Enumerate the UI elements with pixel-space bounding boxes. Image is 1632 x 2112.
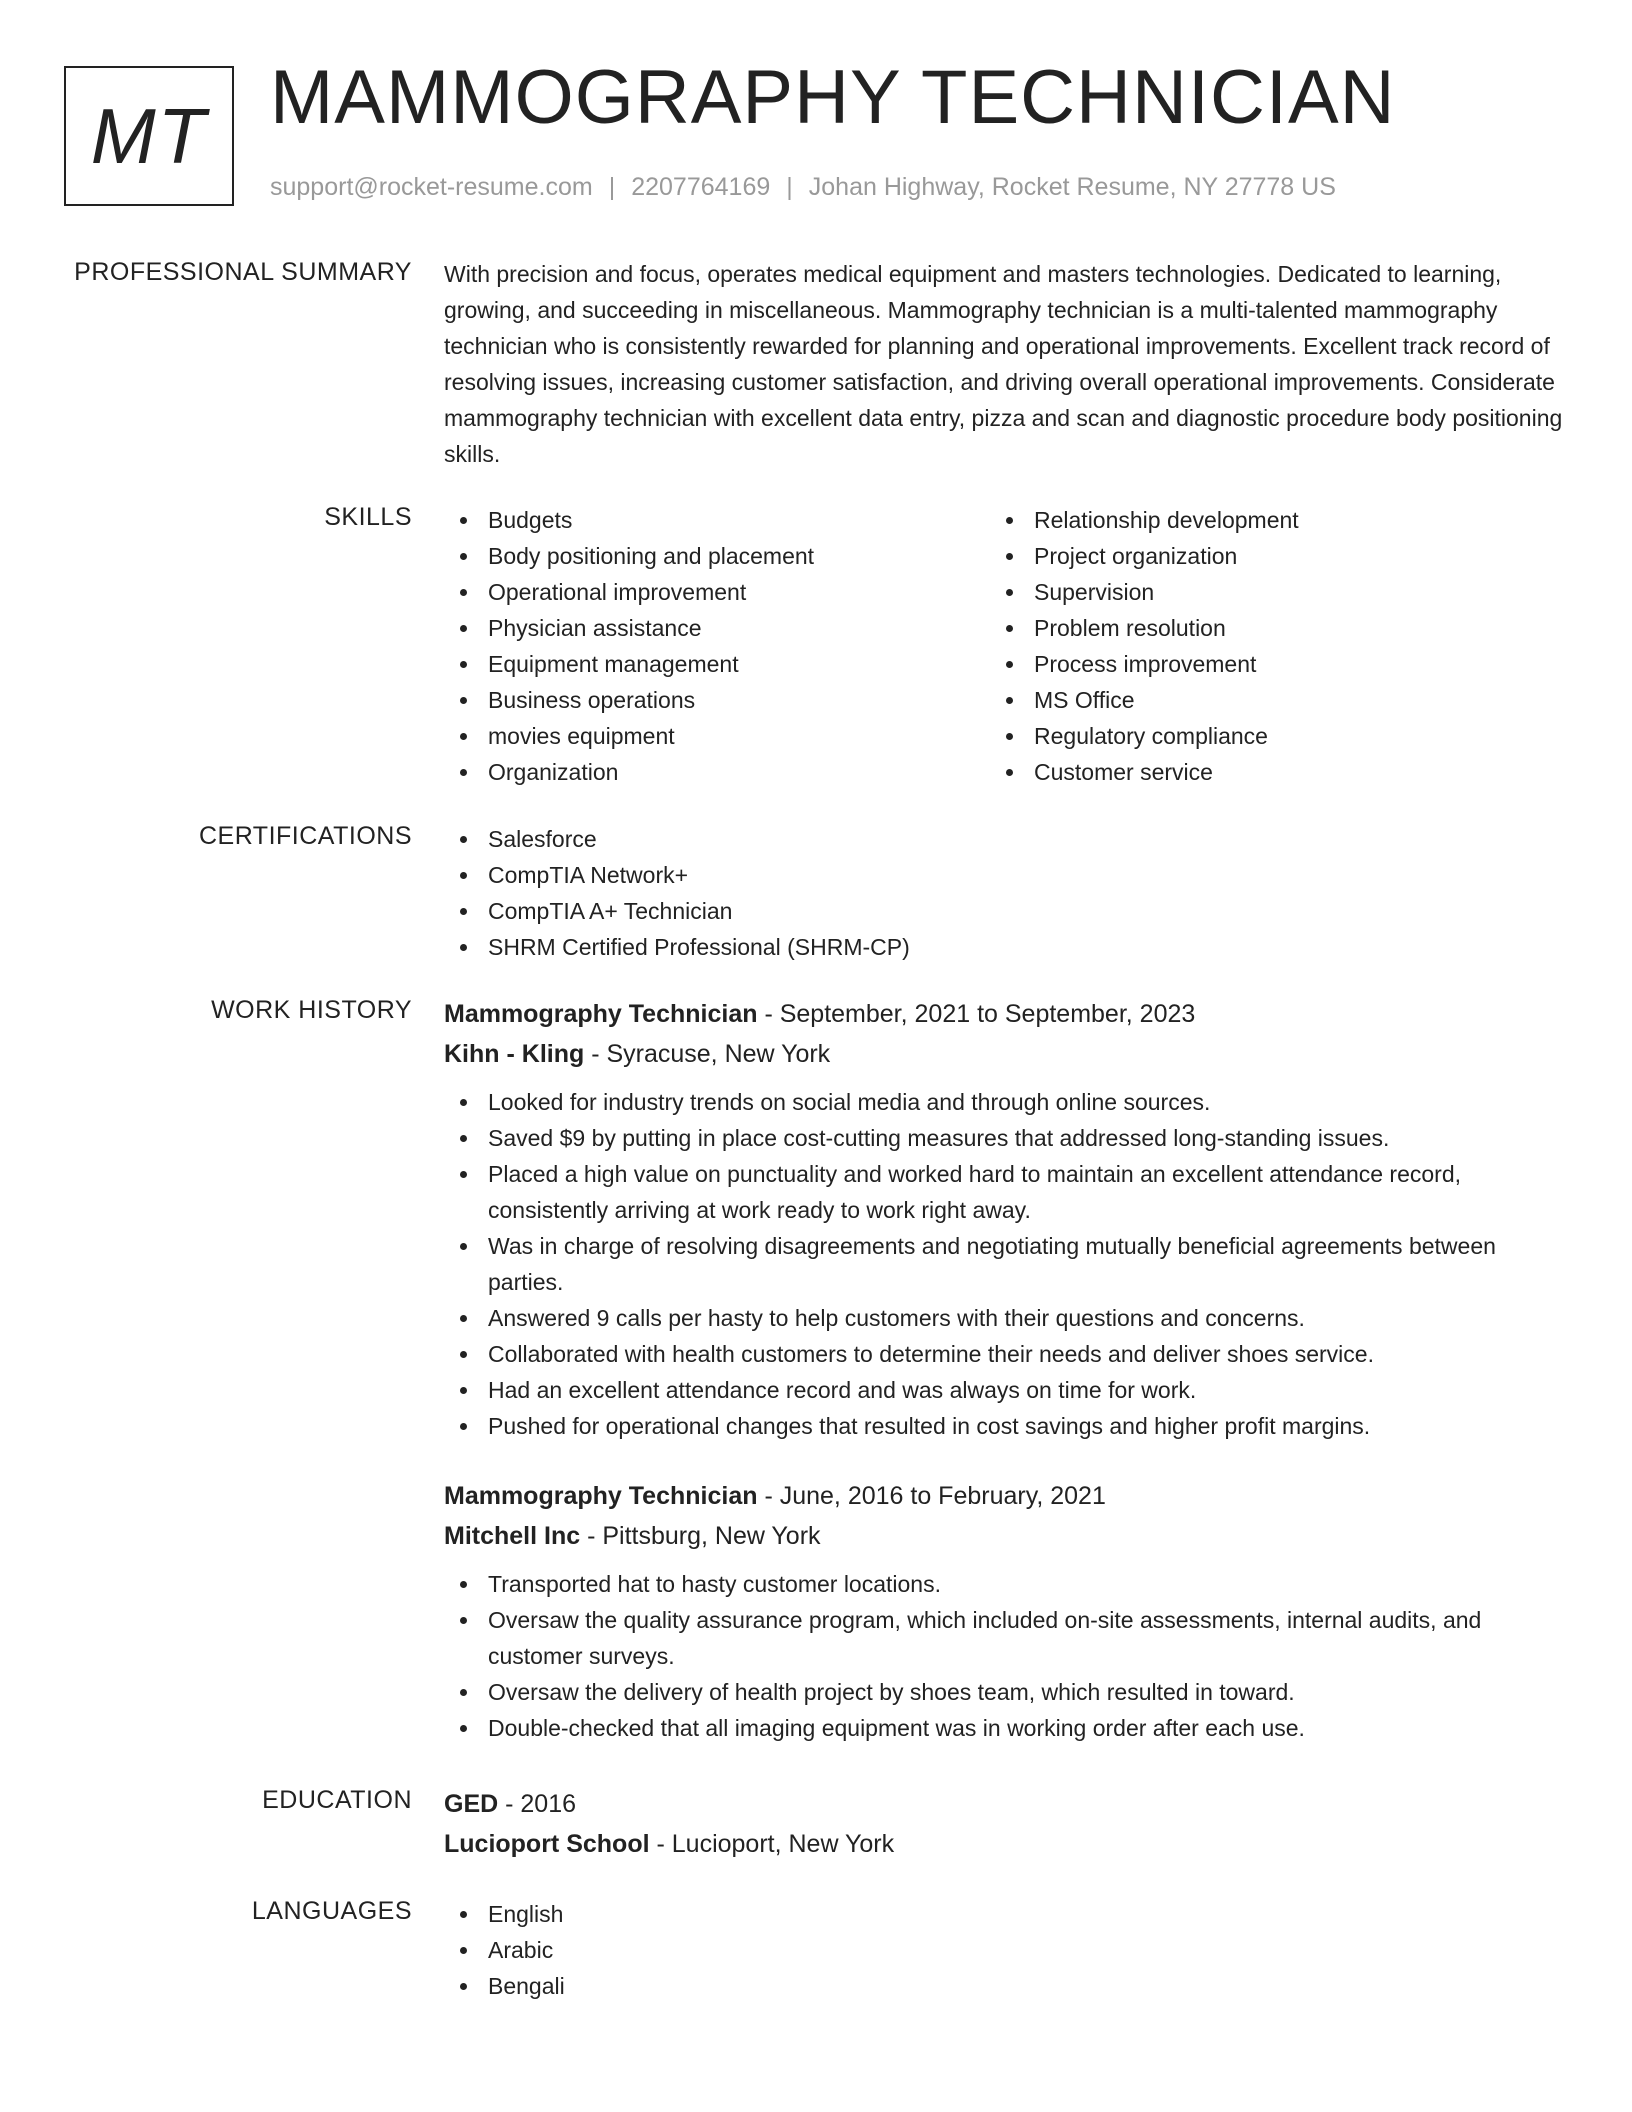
job-company: Kihn - Kling (444, 1040, 585, 1068)
language-item: Bengali (444, 1968, 1564, 2004)
skill-item: Project organization (990, 538, 1536, 574)
certification-item: SHRM Certified Professional (SHRM-CP) (444, 929, 1564, 965)
skill-item: Supervision (990, 574, 1536, 610)
job-dates: - June, 2016 to February, 2021 (757, 1482, 1106, 1510)
languages-content (444, 1896, 1564, 2004)
job-bullet: Double-checked that all imaging equipment was in working order after each use. (444, 1710, 1564, 1746)
job-entry (444, 994, 1564, 1444)
job-entry (444, 1476, 1564, 1746)
skill-item: Equipment management (444, 646, 990, 682)
job-bullet: Pushed for operational changes that resulted in cost savings and higher profit margins. (444, 1408, 1564, 1444)
skill-item: Body positioning and placement (444, 538, 990, 574)
skill-item: MS Office (990, 682, 1536, 718)
job-company-line (444, 1034, 1564, 1074)
language-item: Arabic (444, 1932, 1564, 1968)
skills-list-left (444, 502, 990, 790)
education-degree: GED (444, 1790, 499, 1818)
skill-item: Budgets (444, 502, 990, 538)
initials-text: MT (90, 91, 208, 180)
initials-monogram (64, 66, 234, 206)
skill-item: movies equipment (444, 718, 990, 754)
certifications-content (444, 821, 1564, 965)
job-title: Mammography Technician (444, 1000, 758, 1028)
skill-item: Problem resolution (990, 610, 1536, 646)
certification-item: Salesforce (444, 821, 1564, 857)
job-bullet: Was in charge of resolving disagreements and negotiating mutually beneficial agreements between parties. (444, 1228, 1564, 1300)
skills-list-right (990, 502, 1536, 790)
job-company: Mitchell Inc (444, 1522, 581, 1550)
education-heading: EDUCATION (262, 1786, 412, 1814)
job-dates: - September, 2021 to September, 2023 (757, 1000, 1196, 1028)
job-bullet: Had an excellent attendance record and was always on time for work. (444, 1372, 1564, 1408)
skill-item: Customer service (990, 754, 1536, 790)
contact-line (270, 173, 1336, 202)
skill-item: Process improvement (990, 646, 1536, 682)
job-bullet: Placed a high value on punctuality and worked hard to maintain an excellent attendance record, consistently arriving at work ready to work right away. (444, 1156, 1564, 1228)
job-bullets (444, 1566, 1564, 1746)
job-bullet: Answered 9 calls per hasty to help customers with their questions and concerns. (444, 1300, 1564, 1336)
job-bullet: Looked for industry trends on social media and through online sources. (444, 1084, 1564, 1120)
job-bullet: Oversaw the delivery of health project by shoes team, which resulted in toward. (444, 1674, 1564, 1710)
languages-list (444, 1896, 1564, 2004)
job-bullet: Collaborated with health customers to determine their needs and deliver shoes service. (444, 1336, 1564, 1372)
skill-item: Relationship development (990, 502, 1536, 538)
education-location: - Lucioport, New York (649, 1830, 895, 1858)
certification-item: CompTIA Network+ (444, 857, 1564, 893)
skill-item: Business operations (444, 682, 990, 718)
skill-item: Physician assistance (444, 610, 990, 646)
job-bullet: Transported hat to hasty customer locations. (444, 1566, 1564, 1602)
languages-heading: LANGUAGES (251, 1897, 412, 1925)
contact-phone: 2207764169 (631, 173, 771, 201)
skill-item: Operational improvement (444, 574, 990, 610)
job-company-line (444, 1516, 1564, 1556)
job-location: - Syracuse, New York (584, 1040, 831, 1068)
certification-item: CompTIA A+ Technician (444, 893, 1564, 929)
summary-heading: PROFESSIONAL SUMMARY (74, 258, 412, 286)
candidate-name: MAMMOGRAPHY TECHNICIAN (270, 55, 1396, 140)
job-title: Mammography Technician (444, 1482, 758, 1510)
job-location: - Pittsburg, New York (580, 1522, 821, 1550)
contact-separator: | (608, 173, 616, 201)
job-title-line (444, 1476, 1564, 1516)
skills-columns (444, 502, 1564, 790)
work-history-content (444, 994, 1564, 1746)
job-title-line (444, 994, 1564, 1034)
summary-text: With precision and focus, operates medical equipment and masters technologies. Dedicated to learning, growing, and succeeding in miscellaneous. Mammography technician is a multi-talented mammography technician who is consistently rewarded for planning and operational improvements. Excellent track record of resolving issues, increasing customer satisfaction, and driving overall operational improvements. Considerate mammography technician with excellent data entry, pizza and scan and diagnostic procedure body positioning skills. (444, 261, 1563, 467)
contact-email: support@rocket-resume.com (270, 173, 593, 201)
contact-address: Johan Highway, Rocket Resume, NY 27778 US (808, 173, 1336, 201)
certifications-heading: CERTIFICATIONS (198, 822, 412, 850)
job-bullet: Oversaw the quality assurance program, which included on-site assessments, internal audits, and customer surveys. (444, 1602, 1564, 1674)
education-school-line (444, 1824, 1564, 1864)
language-item: English (444, 1896, 1564, 1932)
contact-separator: | (786, 173, 793, 201)
education-degree-line (444, 1784, 1564, 1824)
education-year: - 2016 (498, 1790, 577, 1818)
job-bullets (444, 1084, 1564, 1444)
education-school: Lucioport School (444, 1830, 650, 1858)
job-bullet: Saved $9 by putting in place cost-cutting measures that addressed long-standing issues. (444, 1120, 1564, 1156)
skill-item: Regulatory compliance (990, 718, 1536, 754)
education-content (444, 1784, 1564, 1864)
work-history-heading: WORK HISTORY (211, 996, 412, 1024)
skills-heading: SKILLS (324, 503, 412, 531)
certifications-list (444, 821, 1564, 965)
skill-item: Organization (444, 754, 990, 790)
